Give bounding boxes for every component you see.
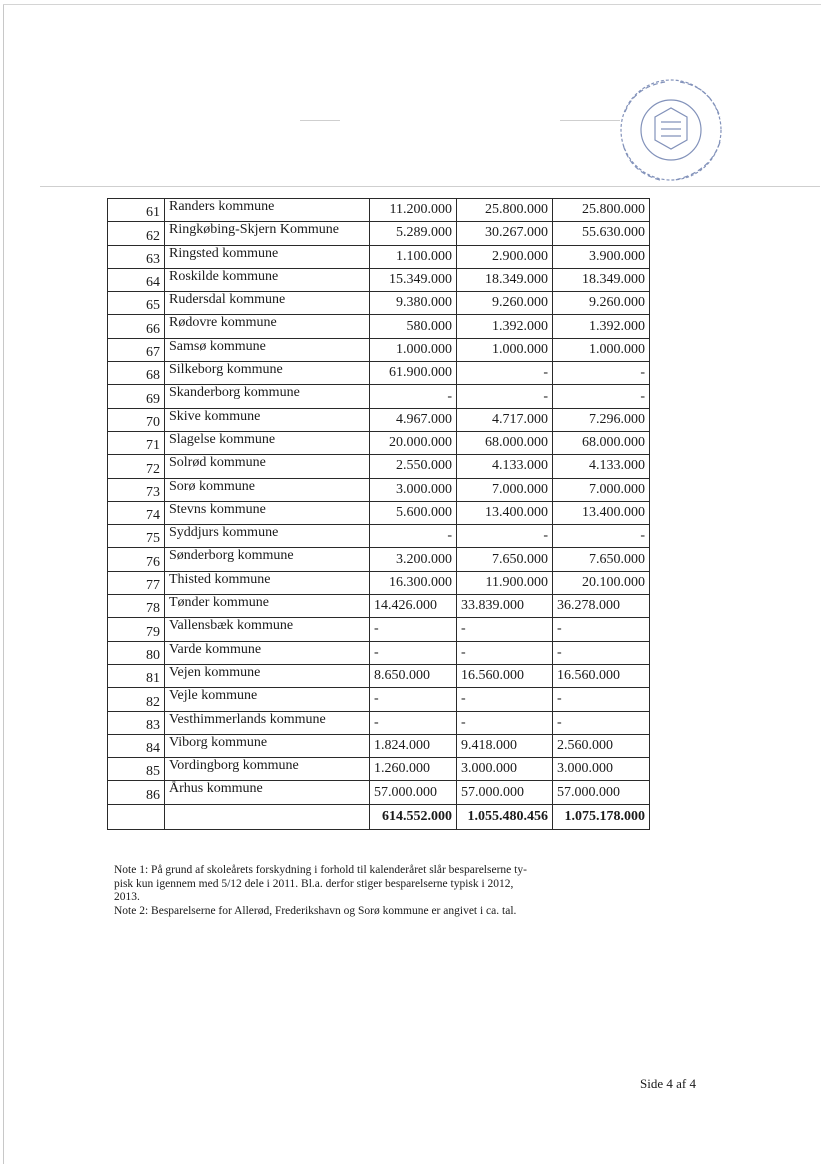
value-col-3: -: [553, 385, 650, 408]
row-number: 84: [108, 734, 165, 757]
row-number: 79: [108, 618, 165, 641]
table-row: [108, 478, 650, 501]
row-number: 85: [108, 758, 165, 781]
table-row: [108, 664, 650, 687]
value-col-3: 68.000.000: [553, 431, 650, 454]
value-col-3: 7.650.000: [553, 548, 650, 571]
value-col-1: 1.100.000: [370, 245, 457, 268]
table-row: [108, 548, 650, 571]
value-col-2: 7.000.000: [457, 478, 553, 501]
table-row: [108, 338, 650, 361]
municipality-name: Solrød kommune: [165, 455, 370, 478]
municipality-name: Roskilde kommune: [165, 268, 370, 291]
row-number: 80: [108, 641, 165, 664]
row-number: 77: [108, 571, 165, 594]
row-number: 83: [108, 711, 165, 734]
value-col-2: 11.900.000: [457, 571, 553, 594]
row-number: 73: [108, 478, 165, 501]
value-col-1: 9.380.000: [370, 292, 457, 315]
value-col-2: 16.560.000: [457, 664, 553, 687]
value-col-1: -: [370, 385, 457, 408]
row-number: 68: [108, 362, 165, 385]
value-col-1: -: [370, 711, 457, 734]
value-col-3: 7.296.000: [553, 408, 650, 431]
association-seal-stamp: [605, 72, 735, 190]
value-col-3: -: [553, 525, 650, 548]
page-left-edge: [3, 4, 4, 1164]
table-row: [108, 245, 650, 268]
value-col-2: 9.260.000: [457, 292, 553, 315]
table-row: [108, 688, 650, 711]
scan-artifact-line: [300, 120, 340, 121]
value-col-3: -: [553, 688, 650, 711]
value-col-1: 1.824.000: [370, 734, 457, 757]
table-row: [108, 641, 650, 664]
row-number: 70: [108, 408, 165, 431]
value-col-2: 3.000.000: [457, 758, 553, 781]
municipality-name: Vallensbæk kommune: [165, 618, 370, 641]
municipality-name: Vesthimmerlands kommune: [165, 711, 370, 734]
municipality-name: Varde kommune: [165, 641, 370, 664]
value-col-2: -: [457, 385, 553, 408]
total-col-3: 1.075.178.000: [553, 804, 650, 829]
value-col-1: 1.000.000: [370, 338, 457, 361]
value-col-3: 20.100.000: [553, 571, 650, 594]
value-col-3: 25.800.000: [553, 199, 650, 222]
municipality-name: Samsø kommune: [165, 338, 370, 361]
row-number: 62: [108, 222, 165, 245]
row-number: 81: [108, 664, 165, 687]
municipality-name: Slagelse kommune: [165, 431, 370, 454]
value-col-3: 2.560.000: [553, 734, 650, 757]
value-col-3: 1.000.000: [553, 338, 650, 361]
value-col-1: -: [370, 525, 457, 548]
municipality-name: Vordingborg kommune: [165, 758, 370, 781]
row-number: 63: [108, 245, 165, 268]
value-col-2: 68.000.000: [457, 431, 553, 454]
value-col-1: 61.900.000: [370, 362, 457, 385]
municipality-name: Vejle kommune: [165, 688, 370, 711]
value-col-1: 16.300.000: [370, 571, 457, 594]
table-row: [108, 455, 650, 478]
value-col-3: 9.260.000: [553, 292, 650, 315]
municipality-name: Tønder kommune: [165, 595, 370, 618]
value-col-2: -: [457, 525, 553, 548]
row-number: 61: [108, 199, 165, 222]
value-col-2: 33.839.000: [457, 595, 553, 618]
row-number: 72: [108, 455, 165, 478]
value-col-2: 4.717.000: [457, 408, 553, 431]
note-2: Note 2: Besparelserne for Allerød, Frederikshavn og Sorø kommune er angivet i ca. tal.: [114, 904, 517, 917]
row-number: 86: [108, 781, 165, 804]
value-col-1: 2.550.000: [370, 455, 457, 478]
table-row: [108, 268, 650, 291]
municipality-name: Ringsted kommune: [165, 245, 370, 268]
municipality-name: Vejen kommune: [165, 664, 370, 687]
value-col-2: 9.418.000: [457, 734, 553, 757]
value-col-1: -: [370, 641, 457, 664]
row-number: 71: [108, 431, 165, 454]
note-1-line-2: pisk kun igennem med 5/12 dele i 2011. Bl.a. derfor stiger besparelserne typisk i 2012,: [114, 877, 514, 890]
value-col-1: 8.650.000: [370, 664, 457, 687]
municipality-name: Silkeborg kommune: [165, 362, 370, 385]
municipality-name: Rødovre kommune: [165, 315, 370, 338]
value-col-2: 1.000.000: [457, 338, 553, 361]
table-row: [108, 315, 650, 338]
row-number: 78: [108, 595, 165, 618]
value-col-2: 57.000.000: [457, 781, 553, 804]
municipality-name: Århus kommune: [165, 781, 370, 804]
value-col-1: 3.000.000: [370, 478, 457, 501]
municipality-name: Syddjurs kommune: [165, 525, 370, 548]
value-col-3: -: [553, 362, 650, 385]
value-col-2: -: [457, 362, 553, 385]
value-col-1: 3.200.000: [370, 548, 457, 571]
value-col-2: 1.392.000: [457, 315, 553, 338]
row-number: 67: [108, 338, 165, 361]
table-row: [108, 408, 650, 431]
value-col-1: -: [370, 618, 457, 641]
municipality-savings-table: [107, 198, 650, 830]
municipality-name: Thisted kommune: [165, 571, 370, 594]
value-col-3: 16.560.000: [553, 664, 650, 687]
value-col-2: -: [457, 688, 553, 711]
value-col-3: -: [553, 641, 650, 664]
row-number: 75: [108, 525, 165, 548]
total-col-2: 1.055.480.456: [457, 804, 553, 829]
value-col-2: 7.650.000: [457, 548, 553, 571]
value-col-3: 3.000.000: [553, 758, 650, 781]
value-col-3: 13.400.000: [553, 501, 650, 524]
table-row: [108, 222, 650, 245]
value-col-1: 1.260.000: [370, 758, 457, 781]
value-col-3: 4.133.000: [553, 455, 650, 478]
table-row: [108, 618, 650, 641]
row-number: 82: [108, 688, 165, 711]
value-col-2: -: [457, 641, 553, 664]
value-col-2: 30.267.000: [457, 222, 553, 245]
page-top-edge: [3, 4, 821, 5]
value-col-1: 5.289.000: [370, 222, 457, 245]
value-col-2: 4.133.000: [457, 455, 553, 478]
municipality-name: Skanderborg kommune: [165, 385, 370, 408]
value-col-3: 18.349.000: [553, 268, 650, 291]
value-col-1: 20.000.000: [370, 431, 457, 454]
table-row: [108, 525, 650, 548]
value-col-2: 2.900.000: [457, 245, 553, 268]
value-col-3: 36.278.000: [553, 595, 650, 618]
row-number: 74: [108, 501, 165, 524]
municipality-name: Rudersdal kommune: [165, 292, 370, 315]
municipality-name: Viborg kommune: [165, 734, 370, 757]
value-col-3: 1.392.000: [553, 315, 650, 338]
table-row: [108, 501, 650, 524]
value-col-2: 25.800.000: [457, 199, 553, 222]
note-1-line-3: 2013.: [114, 891, 140, 904]
totals-number-cell: [108, 804, 165, 829]
value-col-2: 18.349.000: [457, 268, 553, 291]
value-col-3: 57.000.000: [553, 781, 650, 804]
value-col-3: 3.900.000: [553, 245, 650, 268]
municipality-name: Sønderborg kommune: [165, 548, 370, 571]
value-col-1: 14.426.000: [370, 595, 457, 618]
row-number: 65: [108, 292, 165, 315]
row-number: 76: [108, 548, 165, 571]
note-1-line-1: Note 1: På grund af skoleårets forskydning i forhold til kalenderåret slår besparelserne ty-: [114, 864, 527, 876]
table-row: [108, 758, 650, 781]
table-row: [108, 734, 650, 757]
value-col-1: 57.000.000: [370, 781, 457, 804]
municipality-name: Randers kommune: [165, 199, 370, 222]
row-number: 64: [108, 268, 165, 291]
table-row: [108, 595, 650, 618]
value-col-2: -: [457, 711, 553, 734]
page-number: Side 4 af 4: [640, 1076, 696, 1091]
row-number: 69: [108, 385, 165, 408]
value-col-1: 580.000: [370, 315, 457, 338]
totals-label-cell: [165, 804, 370, 829]
municipality-name: Sorø kommune: [165, 478, 370, 501]
value-col-3: -: [553, 618, 650, 641]
table-row: [108, 385, 650, 408]
table-row: [108, 711, 650, 734]
value-col-3: 55.630.000: [553, 222, 650, 245]
value-col-2: 13.400.000: [457, 501, 553, 524]
value-col-1: 11.200.000: [370, 199, 457, 222]
value-col-3: 7.000.000: [553, 478, 650, 501]
table-row: [108, 571, 650, 594]
municipality-name: Skive kommune: [165, 408, 370, 431]
table-row: [108, 781, 650, 804]
total-col-1: 614.552.000: [370, 804, 457, 829]
table-row: [108, 292, 650, 315]
value-col-2: -: [457, 618, 553, 641]
municipality-name: Ringkøbing-Skjern Kommune: [165, 222, 370, 245]
municipality-name: Stevns kommune: [165, 501, 370, 524]
table-row: [108, 199, 650, 222]
footnotes: [114, 864, 584, 918]
totals-row: [108, 804, 650, 829]
value-col-1: 5.600.000: [370, 501, 457, 524]
row-number: 66: [108, 315, 165, 338]
value-col-1: -: [370, 688, 457, 711]
table-row: [108, 431, 650, 454]
value-col-3: -: [553, 711, 650, 734]
table-row: [108, 362, 650, 385]
value-col-1: 15.349.000: [370, 268, 457, 291]
value-col-1: 4.967.000: [370, 408, 457, 431]
